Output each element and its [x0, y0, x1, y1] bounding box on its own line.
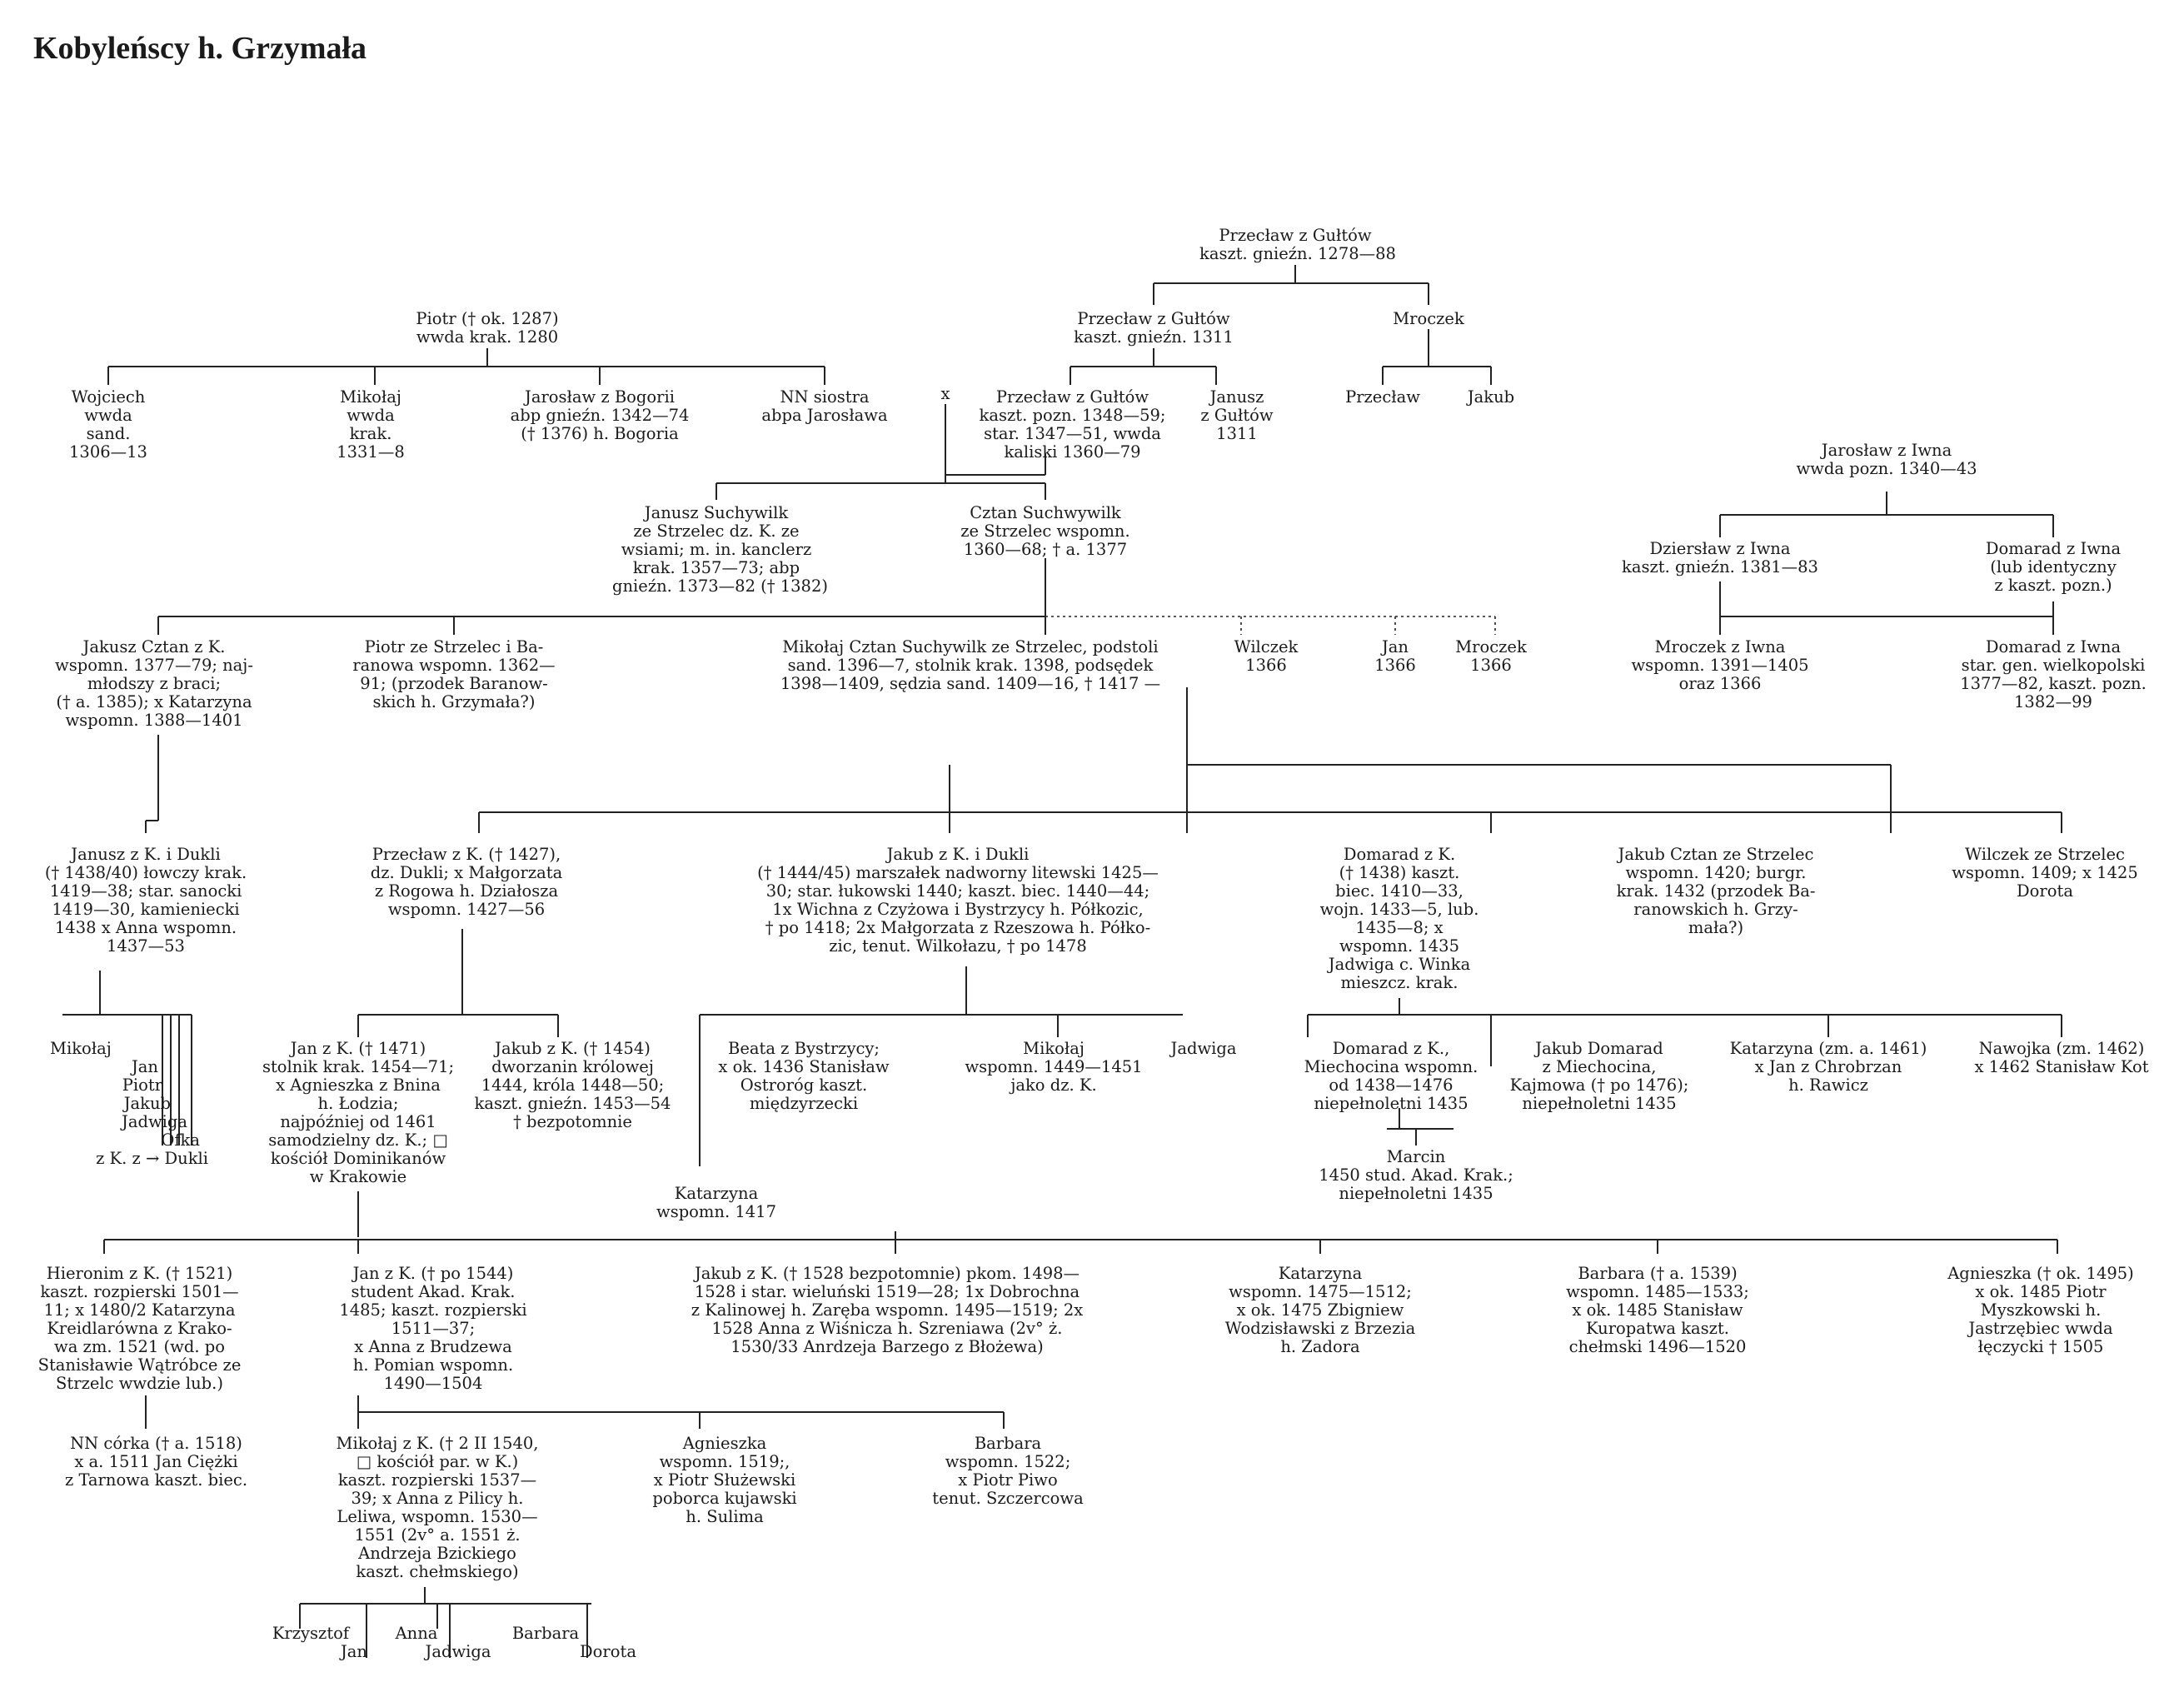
- node-jakub-k-1528: Jakub z K. († 1528 bezpotomnie) pkom. 1498— 1528 i star. wieluński 1519—28; 1x Dobrochna z Kalinowej h. Zaręba wspomn. 1495—1519; 2x 1528 Anna z Wiśnicza h. Szreniawa (2v° ż. 1530/33 Anrdzeja Barzego z Błożewa): [691, 1264, 1084, 1356]
- node-nawojka: Nawojka (zm. 1462) x 1462 Stanisław Kot: [1974, 1039, 2149, 1076]
- node-cztan-suchwywilk: Cztan Suchwywilk ze Strzelec wspomn. 1360—68; † a. 1377: [960, 503, 1130, 559]
- node-dorota-last: Dorota: [580, 1642, 636, 1661]
- node-janusz-gultow: Janusz z Gułtów 1311: [1200, 387, 1274, 443]
- node-jakusz-cztan: Jakusz Cztan z K. wspomn. 1377—79; naj- młodszy z braci; († a. 1385); x Katarzyna wspomn. 1388—1401: [55, 637, 253, 730]
- node-przeclaw-k: Przecław z K. († 1427), dz. Dukli; x Małgorzata z Rogowa h. Działosza wspomn. 1427—56: [370, 845, 563, 919]
- node-domarad-k: Domarad z K. († 1438) kaszt. biec. 1410—33, wojn. 1433—5, lub. 1435—8; x wspomn. 1435 Jadwiga c. Winka mieszcz. krak.: [1319, 845, 1479, 992]
- node-domarad-iwna-2: Domarad z Iwna star. gen. wielkopolski 1377—82, kaszt. pozn. 1382—99: [1960, 637, 2147, 711]
- node-przeclaw-gultow-1: Przecław z Gułtów kaszt. gnieźn. 1278—88: [1199, 226, 1396, 263]
- node-mikolaj-1449: Mikołaj wspomn. 1449—1451 jako dz. K.: [965, 1039, 1143, 1095]
- node-hieronim: Hieronim z K. († 1521) kaszt. rozpierski 1501— 11; x 1480/2 Katarzyna Kreidlarówna z Krako- wa zm. 1521 (wd. po Stanisławie Wątróbce ze Strzelc wwdzie lub.): [37, 1264, 242, 1393]
- node-dzierslaw-iwna: Dziersław z Iwna kaszt. gnieźn. 1381—83: [1622, 539, 1818, 576]
- node-mroczek-1366: Mroczek 1366: [1455, 637, 1527, 675]
- node-jaroslaw-iwna: Jarosław z Iwna wwda pozn. 1340—43: [1796, 441, 1977, 478]
- node-jan-1366: Jan 1366: [1374, 637, 1416, 675]
- node-jan-last: Jan: [340, 1642, 367, 1661]
- node-piotr-strzelec: Piotr ze Strzelec i Ba- ranowa wspomn. 1362— 91; (przodek Baranow- skich h. Grzymała?): [352, 637, 556, 711]
- node-mikolaj-group: Mikołaj Jan Piotr Jakub Jadwiga Ofka z K. z → Dukli: [50, 1039, 208, 1168]
- node-jakub-domarad: Jakub Domarad z Miechocina, Kajmowa († po 1476); niepełnoletni 1435: [1509, 1039, 1689, 1113]
- node-barbara-last: Barbara: [511, 1624, 580, 1643]
- node-anna-last: Anna: [395, 1624, 438, 1643]
- node-marcin: Marcin 1450 stud. Akad. Krak.; niepełnoletni 1435: [1319, 1147, 1513, 1203]
- node-katarzyna-1461: Katarzyna (zm. a. 1461) x Jan z Chrobrzan h. Rawicz: [1729, 1039, 1927, 1095]
- node-agnieszka-1519: Agnieszka wspomn. 1519;, x Piotr Służewski poborca kujawski h. Sulima: [652, 1434, 797, 1526]
- node-wilczek-1366: Wilczek 1366: [1234, 637, 1299, 675]
- node-barbara-1522: Barbara wspomn. 1522; x Piotr Piwo tenut. Szczercowa: [932, 1434, 1084, 1508]
- node-wojciech: Wojciech wwda sand. 1306—13: [69, 387, 147, 462]
- node-jadwiga-1: Jadwiga: [1170, 1039, 1237, 1058]
- node-jan-k-1544: Jan z K. († po 1544) student Akad. Krak. 1485; kaszt. rozpierski 1511—37; x Anna z Brudzewa h. Pomian wspomn. 1490—1504: [339, 1264, 527, 1393]
- node-jakub-dukli: Jakub z K. i Dukli († 1444/45) marszałek nadworny litewski 1425— 30; star. łukowski 1440; kaszt. biec. 1440—44; 1x Wichna z Czyżowa i Bystrzycy h. Półkozic, † po 1418; 2x Małgorzata z Rzeszowa h. Półko- zic, tenut. Wilkołazu, † po 1478: [757, 845, 1159, 956]
- node-jaroslaw-bogorii: Jarosław z Bogorii abp gnieźn. 1342—74 († 1376) h. Bogoria: [510, 387, 690, 443]
- node-jadwiga-last: Jadwiga: [425, 1642, 491, 1661]
- node-jan-k-1471: Jan z K. († 1471) stolnik krak. 1454—71; x Agnieszka z Bnina h. Łodzia; najpóźniej od 1461 samodzielny dz. K.; □ kościół Dominikanów w Krakowie: [262, 1039, 455, 1186]
- node-beata: Beata z Bystrzycy; x ok. 1436 Stanisław Ostroróg kaszt. międzyrzecki: [718, 1039, 890, 1113]
- node-domarad-k-2: Domarad z K., Miechocina wspomn. od 1438—1476 niepełnoletni 1435: [1304, 1039, 1478, 1113]
- node-mroczek-1: Mroczek: [1393, 309, 1464, 328]
- marriage-x: x: [940, 384, 950, 403]
- node-mroczek-iwna: Mroczek z Iwna wspomn. 1391—1405 oraz 1366: [1631, 637, 1809, 693]
- node-mikolaj-1540: Mikołaj z K. († 2 II 1540, □ kościół par. w K.) kaszt. rozpierski 1537— 39; x Anna z Pilicy h. Leliwa, wspomn. 1530— 1551 (2v° a. 1551 ż. Andrzeja Bzickiego kaszt. chełmskiego): [336, 1434, 539, 1581]
- node-piotr-1287: Piotr († ok. 1287) wwda krak. 1280: [416, 309, 559, 347]
- node-jakub-1: Jakub: [1467, 387, 1515, 407]
- node-nn-corka: NN córka († a. 1518) x a. 1511 Jan Ciężki z Tarnowa kaszt. biec.: [64, 1434, 248, 1490]
- node-janusz-dukli: Janusz z K. i Dukli († 1438/40) łowczy krak. 1419—38; star. sanocki 1419—30, kamieniecki 1438 x Anna wspomn. 1437—53: [44, 845, 247, 956]
- node-wilczek-strzelec: Wilczek ze Strzelec wspomn. 1409; x 1425 Dorota: [1952, 845, 2138, 901]
- node-jakub-k-1454: Jakub z K. († 1454) dworzanin królowej 1444, króla 1448—50; kaszt. gnieźn. 1453—54 † bezpotomnie: [474, 1039, 671, 1131]
- node-przeclaw-gultow-3: Przecław z Gułtów kaszt. pozn. 1348—59; star. 1347—51, wwda kaliski 1360—79: [979, 387, 1166, 462]
- node-janusz-suchywilk: Janusz Suchywilk ze Strzelec dz. K. ze wsiami; m. in. kanclerz krak. 1357—73; abp gnieźn. 1373—82 († 1382): [612, 503, 828, 596]
- node-przeclaw-3: Przecław: [1345, 387, 1420, 407]
- node-nn-siostra: NN siostra abpa Jarosława: [761, 387, 888, 425]
- node-krzysztof: Krzysztof: [272, 1624, 350, 1643]
- node-mikolaj-cztan: Mikołaj Cztan Suchywilk ze Strzelec, podstoli sand. 1396—7, stolnik krak. 1398, podsędek 1398—1409, sędzia sand. 1409—16, † 1417 —: [780, 637, 1161, 693]
- node-przeclaw-gultow-2: Przecław z Gułtów kaszt. gnieźn. 1311: [1074, 309, 1234, 347]
- node-jakub-cztan: Jakub Cztan ze Strzelec wspomn. 1420; burgr. krak. 1432 (przodek Ba- ranowskich h. Grzy- mała?): [1616, 845, 1816, 937]
- node-barbara-1539: Barbara († a. 1539) wspomn. 1485—1533; x ok. 1485 Stanisław Kuropatwa kaszt. chełmski 1496—1520: [1566, 1264, 1749, 1356]
- node-agnieszka-1495: Agnieszka († ok. 1495) x ok. 1485 Piotr Myszkowski h. Jastrzębiec wwda łęczycki † 1505: [1947, 1264, 2134, 1356]
- node-katarzyna-1475: Katarzyna wspomn. 1475—1512; x ok. 1475 Zbigniew Wodzisławski z Brzezia h. Zadora: [1224, 1264, 1416, 1356]
- node-domarad-iwna-1: Domarad z Iwna (lub identyczny z kaszt. pozn.): [1985, 539, 2122, 595]
- node-katarzyna-1417: Katarzyna wspomn. 1417: [656, 1184, 776, 1221]
- node-mikolaj-wwda: Mikołaj wwda krak. 1331—8: [337, 387, 405, 462]
- page-title: Kobyleńscy h. Grzymała: [33, 31, 367, 66]
